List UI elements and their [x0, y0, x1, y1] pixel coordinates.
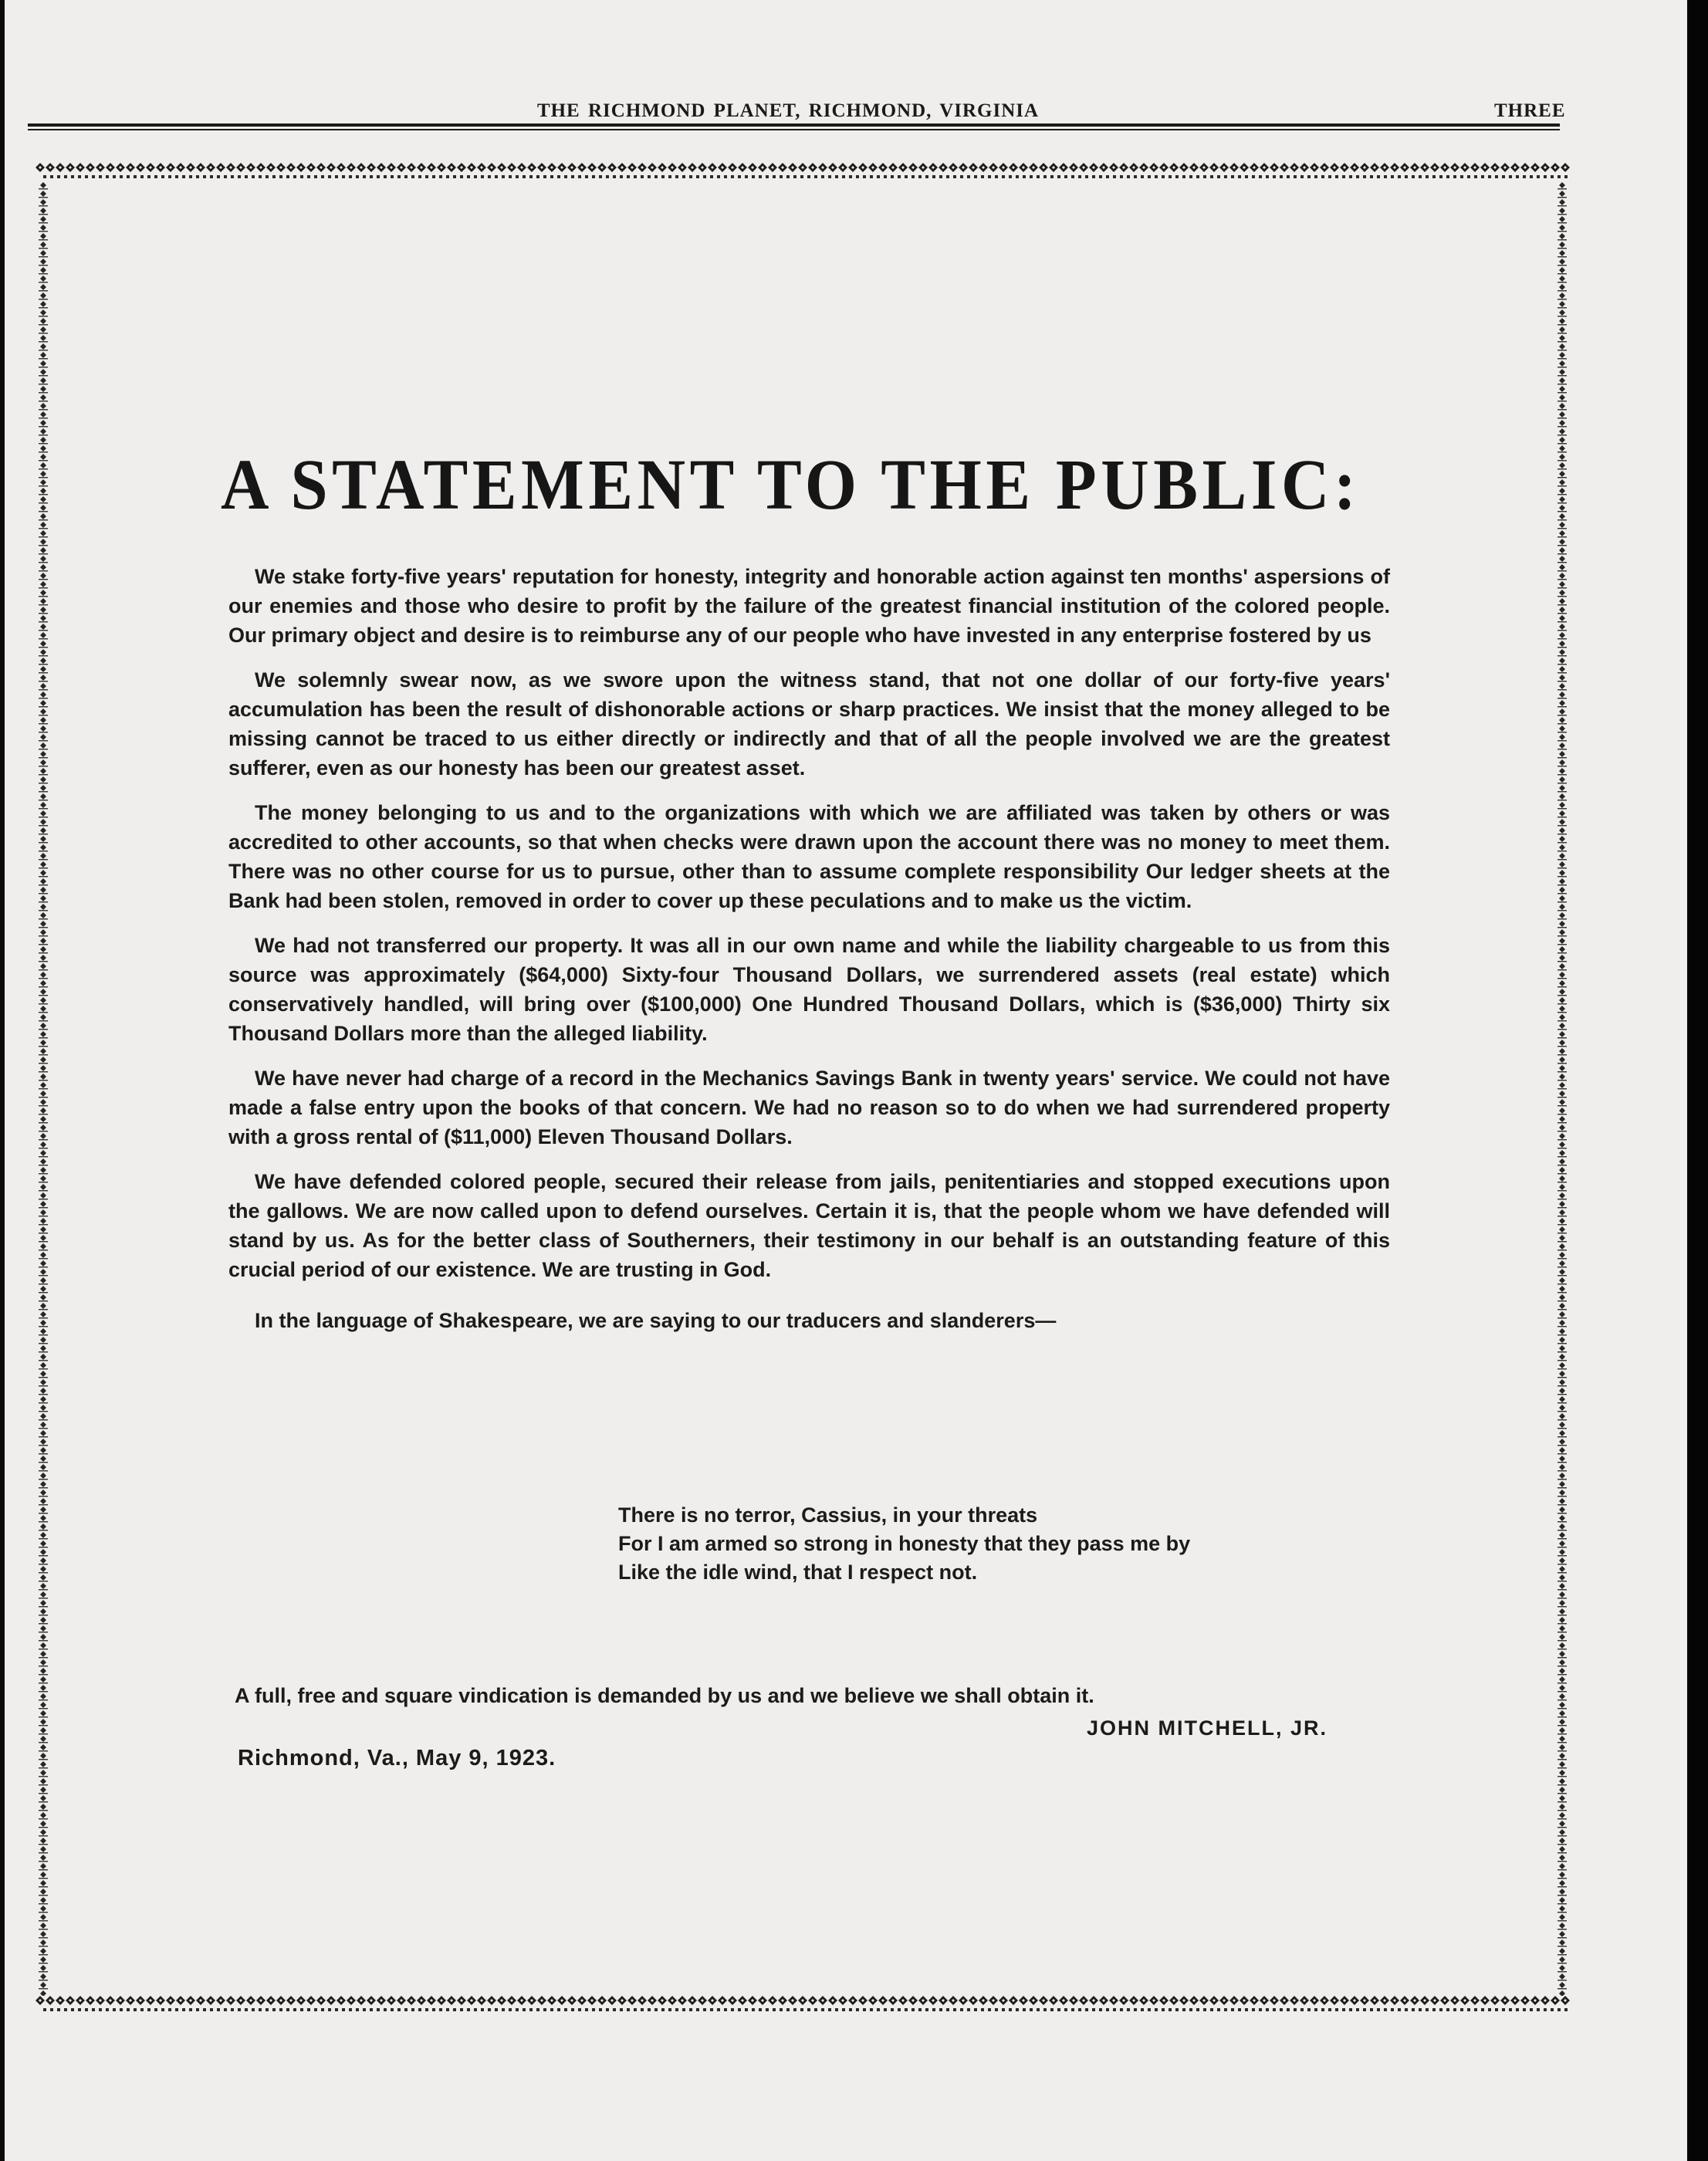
scan-edge [1687, 0, 1708, 2161]
page-number-label: THREE [1494, 100, 1566, 121]
newspaper-page [5, 0, 1687, 2161]
paragraph-defended-people: We have defended colored people, secured their release from jails, penitentiaries and stopped executions upon the gallows. We are now called upon to defend ourselves. Certain it is, that the people whom we have defended will stand by us. As for the better class of Southerners, their testimony in our behalf is an outstanding feature of this crucial period of our existence. We are trusting in God. [228, 1170, 1390, 1281]
dateline: Richmond, Va., May 9, 1923. [238, 1746, 556, 1770]
ornamental-border-bottom [36, 1995, 1571, 2017]
shakespeare-intro: In the language of Shakespeare, we are saying to our traducers and slanderers— [255, 1309, 1057, 1332]
paragraph-money-taken: The money belonging to us and to the organizations with which we are affiliated was taken by others or was accredited to other accounts, so that when checks were drawn upon the account there was no money to meet them. There was no other course for us to pursue, other than to assume complete responsibility Our ledger sheets at the Bank had been stolen, removed in order to cover up these peculations and to make us the victim. [228, 801, 1390, 912]
closing-statement: A full, free and square vindication is demanded by us and we believe we shall obtain it. [235, 1684, 1094, 1707]
ornamental-border-top [36, 162, 1571, 182]
running-head-title: THE RICHMOND PLANET, RICHMOND, VIRGINIA [536, 100, 1040, 121]
verse-line: For I am armed so strong in honesty that they pass me by [618, 1532, 1191, 1555]
ornamental-border-right [1554, 182, 1571, 1996]
header-rule-thin [28, 129, 1560, 130]
paragraph-bank-record: We have never had charge of a record in the Mechanics Savings Bank in twenty years' service. We could not have made a false entry upon the books of that concern. We had no reason so to do when we had surrendered property with a gross rental of ($11,000) Eleven Thousand Dollars. [228, 1067, 1390, 1148]
paragraph-solemn-oath: We solemnly swear now, as we swore upon the witness stand, that not one dollar of our forty-five years' accumulation has been the result of dishonorable actions or sharp practices. We insist that the money alleged to be missing cannot be traced to us either directly or indirectly and that of all the people involved we are the greatest sufferer, even as our honesty has been our greatest asset. [228, 668, 1390, 780]
signature: JOHN MITCHELL, JR. [1087, 1716, 1328, 1740]
paragraph-reputation: We stake forty-five years' reputation for honesty, integrity and honorable action against ten months' aspersions of our enemies and those who desire to profit by the failure of the greatest financial institution of the colored people. Our primary object and desire is to reimburse any of our people who have invested in any enterprise fostered by us [228, 565, 1390, 647]
statement-body [228, 562, 1390, 1351]
verse-line: Like the idle wind, that I respect not. [618, 1561, 978, 1584]
ornamental-border-left [36, 182, 51, 1996]
paragraph-property: We had not transferred our property. It was all in our own name and while the liability chargeable to us from this source was approximately ($64,000) Sixty-four Thousand Dollars, we surrendered assets (real estate) which conservatively handled, will bring over ($100,000) One Hundred Thousand Dollars, which is ($36,000) Thirty six Thousand Dollars more than the alleged liability. [228, 934, 1390, 1045]
header-rule [28, 123, 1560, 127]
verse-line: There is no terror, Cassius, in your threats [618, 1503, 1038, 1527]
shakespeare-quote [618, 1501, 1190, 1587]
statement-headline: A STATEMENT TO THE PUBLIC: [221, 445, 1361, 525]
